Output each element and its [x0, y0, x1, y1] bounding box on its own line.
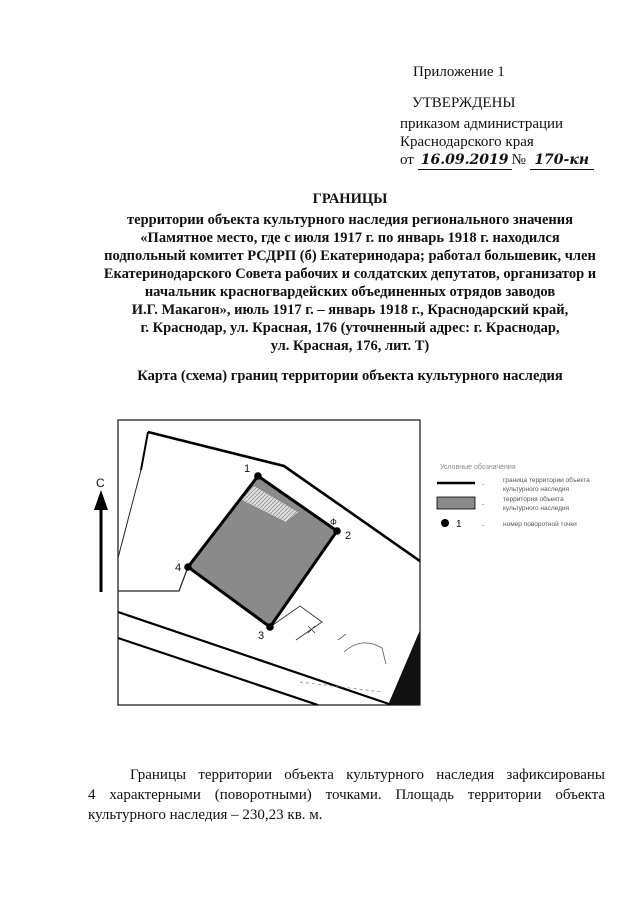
- map-content: [118, 432, 440, 705]
- date-prefix: от: [400, 152, 414, 168]
- map-marker-symbol: Ф: [330, 517, 337, 527]
- order-date-line: [400, 151, 594, 170]
- point-label-3: 3: [258, 630, 265, 642]
- title-line: ул. Красная, 176, лит. Т): [270, 338, 430, 354]
- legend-territory-symbol: [437, 497, 475, 509]
- approved-label: УТВЕРЖДЕНЫ: [412, 95, 516, 111]
- map-caption: Карта (схема) границ территории объекта культурного наследия: [137, 368, 563, 384]
- point-label-4: 4: [175, 562, 182, 574]
- footer-line: Границы территории объекта культурного наследия зафиксированы: [130, 767, 605, 783]
- legend-text: культурного наследия: [503, 505, 570, 512]
- legend-text: территория объекта: [503, 496, 564, 503]
- dark-hatched-area: [388, 630, 420, 705]
- legend-dash: -: [482, 522, 485, 529]
- order-line-1: приказом администрации: [400, 116, 564, 132]
- legend-point-symbol: [441, 519, 449, 527]
- point-label-1: 1: [244, 463, 251, 475]
- turning-point-4: [184, 563, 192, 571]
- title-line: «Памятное место, где с июля 1917 г. по январь 1918 г. находился: [140, 230, 560, 246]
- north-arrow-icon: [94, 490, 108, 592]
- title-line: территории объекта культурного наследия регионального значения: [127, 212, 573, 228]
- legend-dash: -: [482, 481, 485, 488]
- number-sign: №: [511, 152, 526, 168]
- legend-title: Условные обозначения: [440, 464, 516, 471]
- legend-dash: -: [482, 501, 485, 508]
- title-line: подпольный комитет РСДРП (б) Екатеринодара; работал большевик, член: [104, 248, 596, 264]
- turning-point-1: [254, 472, 262, 480]
- appendix-label: Приложение 1: [413, 64, 505, 80]
- point-label-2: 2: [345, 530, 352, 542]
- block-boundary-line: [141, 432, 148, 470]
- parcel-line: [118, 470, 141, 558]
- street-line: [118, 612, 392, 705]
- title-line: Екатеринодарского Совета рабочих и солдатских депутатов, организатор и: [103, 266, 597, 282]
- boundary-map: [90, 410, 620, 712]
- north-label: С: [96, 476, 105, 490]
- legend-point-number: 1: [456, 519, 462, 530]
- street-line: [118, 638, 318, 705]
- legend-text: номер поворотной точки: [503, 521, 577, 528]
- legend-text: культурного наследия: [503, 486, 570, 493]
- turning-point-3: [266, 623, 274, 631]
- document-heading: ГРАНИЦЫ: [312, 191, 388, 207]
- order-line-2: Краснодарского края: [400, 134, 534, 150]
- terrain-line: [338, 634, 386, 664]
- structure-mark: [308, 626, 315, 633]
- title-line: г. Краснодар, ул. Красная, 176 (уточненный адрес: г. Краснодар,: [140, 320, 560, 336]
- handwritten-date: 16.09.2019: [418, 152, 512, 170]
- turning-point-2: [333, 527, 341, 535]
- title-line: начальник красногвардейских объединенных отрядов заводов: [144, 284, 556, 300]
- footer-line: 4 характерными (поворотными) точками. Площадь территории объекта: [88, 787, 605, 803]
- handwritten-number: 170-кн: [530, 152, 594, 170]
- title-line: И.Г. Макагон», июль 1917 г. – январь 1918 г., Краснодарский край,: [131, 302, 569, 318]
- footer-line: культурного наследия – 230,23 кв. м.: [88, 807, 323, 823]
- map-legend: [437, 463, 590, 530]
- legend-text: граница территории объекта: [503, 477, 590, 484]
